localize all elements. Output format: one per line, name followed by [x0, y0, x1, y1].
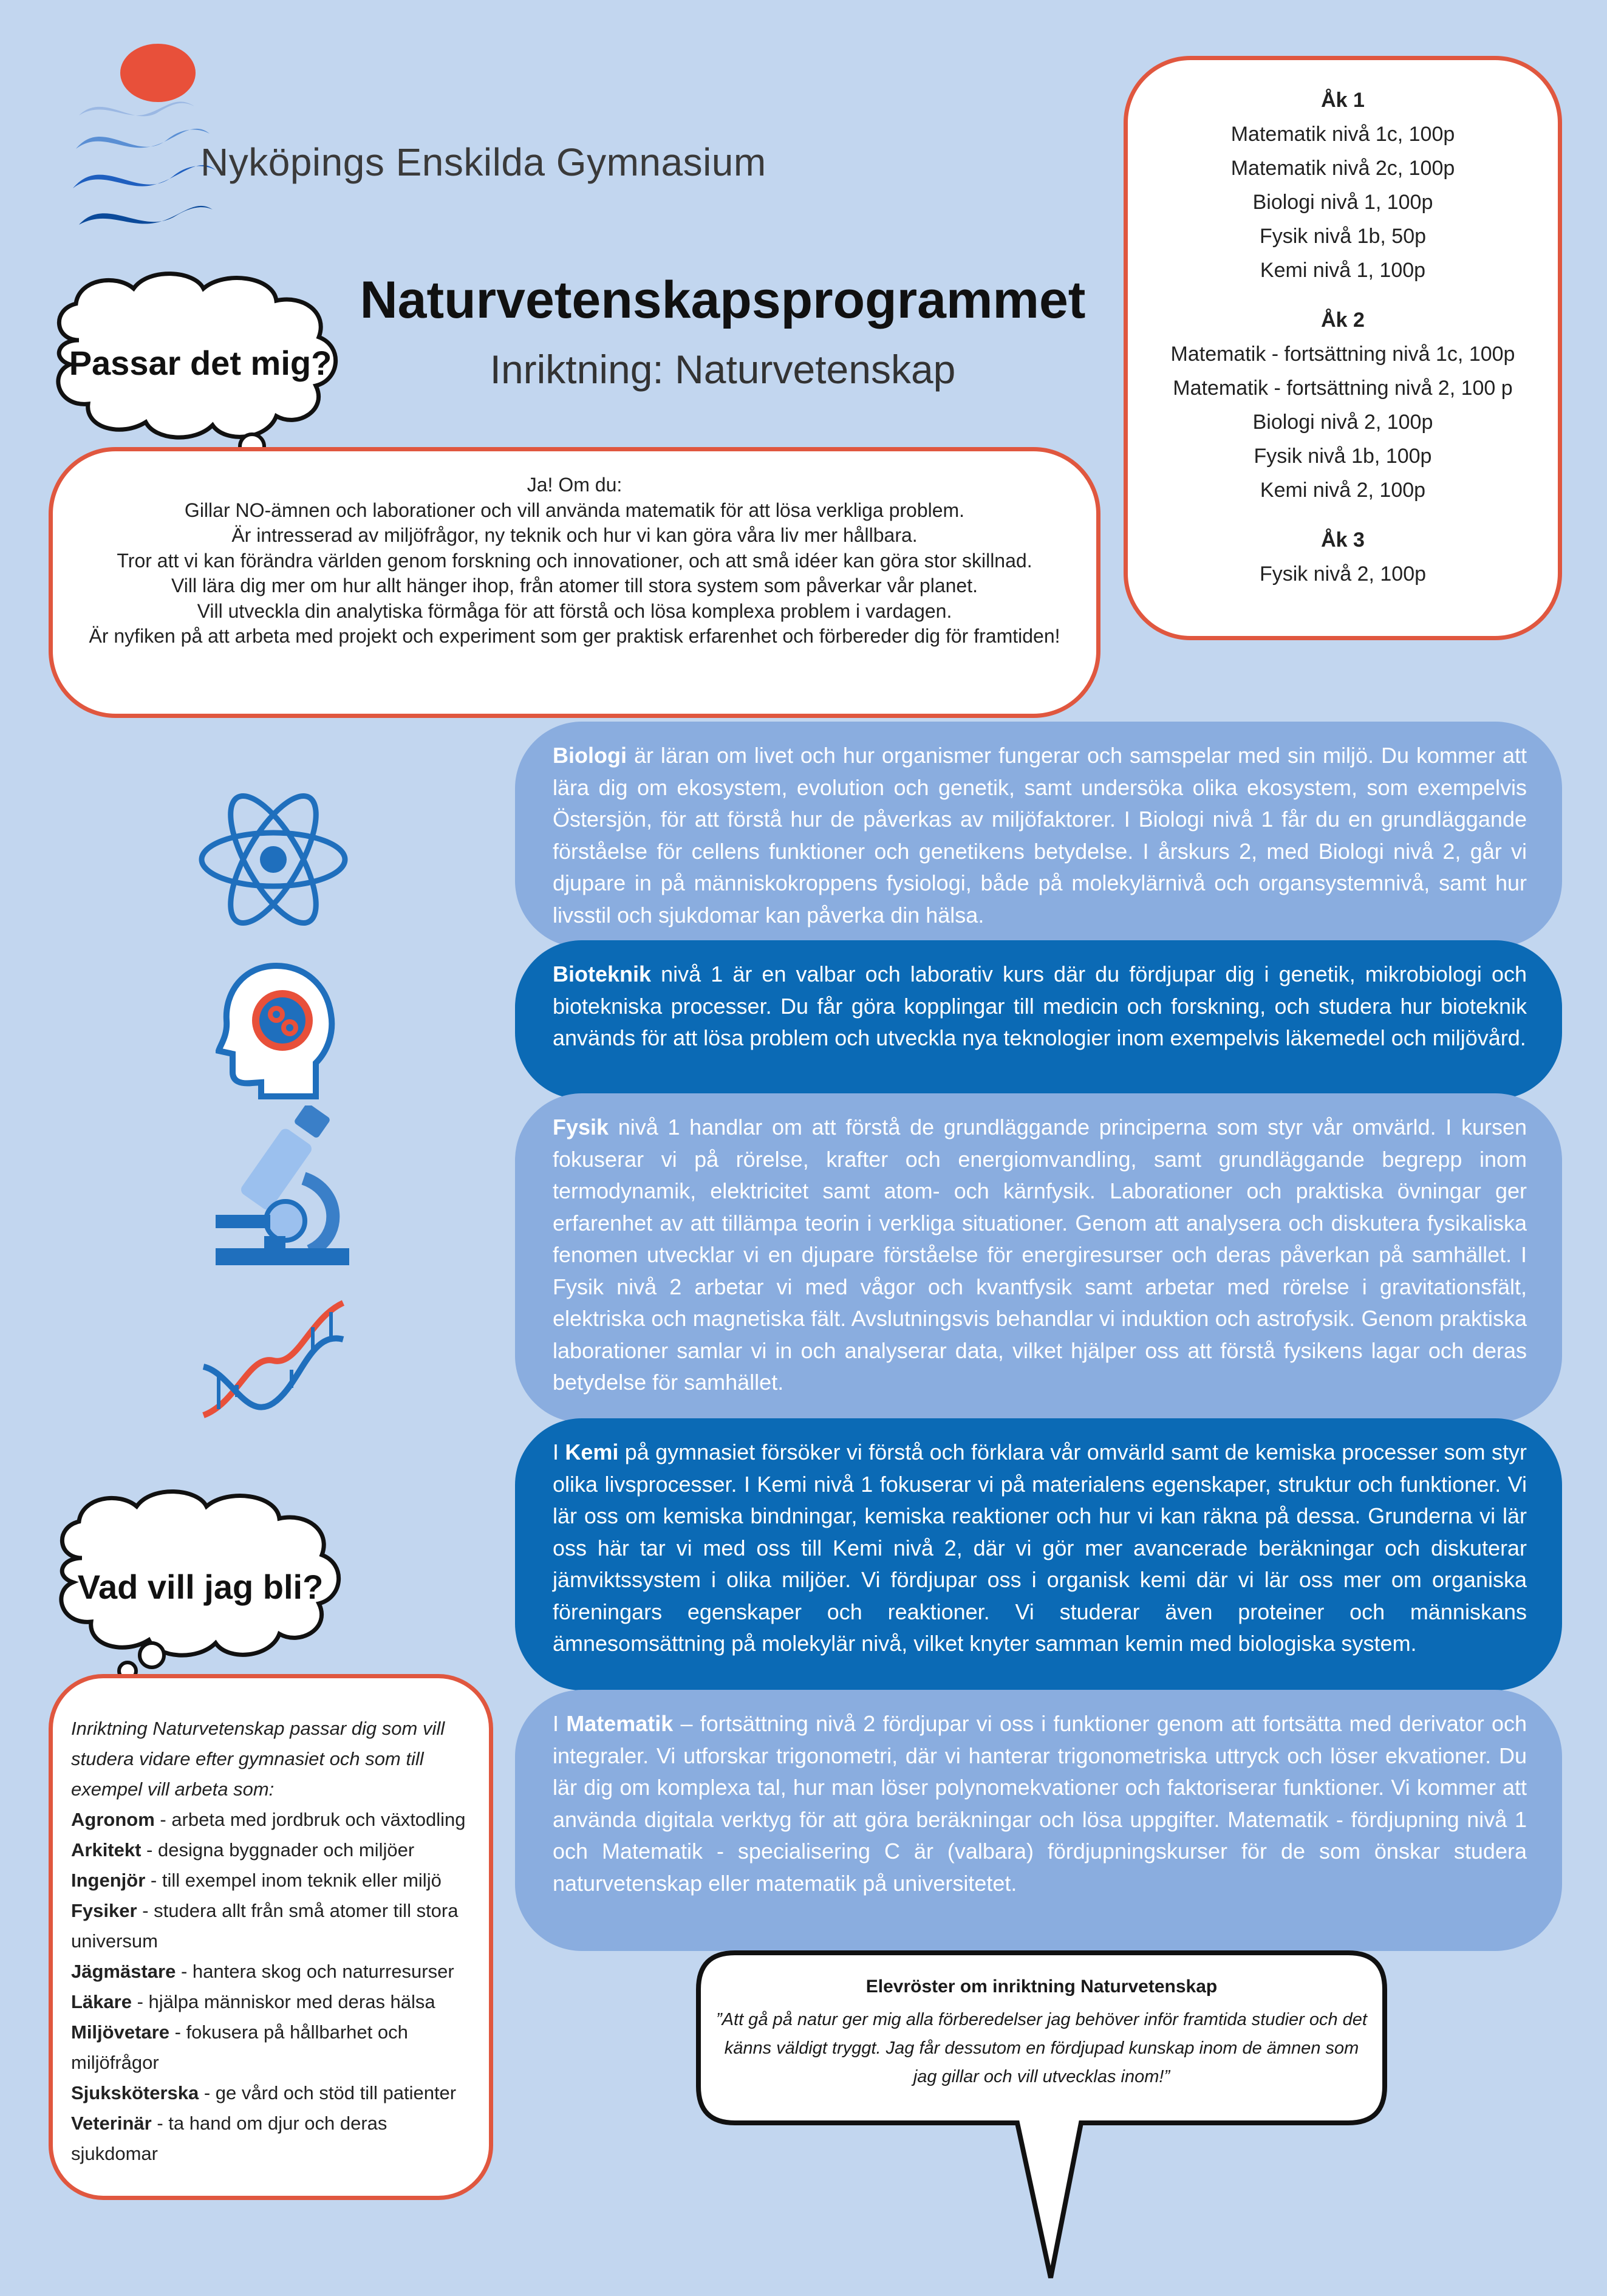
subject-biologi [515, 722, 1562, 948]
testimonial-title: Elevröster om inriktning Naturvetenskap [865, 1977, 1218, 1997]
course-item: Matematik nivå 1c, 100p [1230, 123, 1455, 146]
course-item: Fysik nivå 2, 100p [1259, 562, 1427, 586]
fits-line: Ja! Om du: [527, 474, 623, 496]
atom-icon [194, 784, 352, 935]
career-item [71, 1896, 471, 1956]
career-description: - designa byggnader och miljöer [141, 1839, 415, 1860]
subject-name: Matematik [566, 1711, 674, 1736]
career-description: - hjälpa människor med deras hälsa [131, 1991, 435, 2012]
testimonial [711, 1977, 1373, 2091]
page-title: Naturvetenskapsprogrammet [360, 271, 1086, 329]
course-year-heading: Åk 2 [1321, 309, 1365, 332]
career-item [71, 1805, 471, 1835]
microscope-icon [213, 1105, 358, 1269]
subject-name: Bioteknik [553, 962, 652, 986]
fits-line: Gillar NO-ämnen och laborationer och vill använda matematik för att lösa verkliga problem. [184, 499, 965, 521]
dna-icon [194, 1294, 352, 1427]
career-title: Läkare [71, 1991, 132, 2012]
career-title: Jägmästare [71, 1961, 176, 1982]
career-description: - ta hand om djur och deras sjukdomar [71, 2113, 387, 2164]
course-item: Biologi nivå 2, 100p [1252, 411, 1433, 434]
course-year-heading: Åk 1 [1321, 89, 1365, 112]
course-item: Matematik nivå 2c, 100p [1230, 157, 1455, 180]
fits-line: Vill lära dig mer om hur allt hänger ihop, från atomer till stora system som påverkar vår planet. [171, 575, 978, 596]
subject-text: är läran om livet och hur organismer fungerar och samspelar med sin miljö. Du kommer att lära dig om ekosystem, evolution och genetik, samt undersöka olika ekosystem, som exempelvis Östersjön, för att förstå hur de påverkas av miljöfaktorer. I Biologi nivå 1 får du en grundläggande förståelse för cellens funktioner och genetikens betydelse. I årskurs 2, med Biologi nivå 2, går vi djupare in på människokroppens fysiologi, både på molekylärnivå och organsystemnivå, samt hur livsstil och sjukdomar kan påverka din hälsa. [553, 743, 1527, 928]
subject-prefix: I [553, 1440, 565, 1464]
career-item [71, 1956, 471, 1987]
career-item [71, 2017, 471, 2078]
course-item: Kemi nivå 2, 100p [1260, 479, 1426, 502]
career-title: Fysiker [71, 1900, 137, 1921]
career-description: - hantera skog och naturresurser [176, 1961, 454, 1982]
career-description: - arbeta med jordbruk och växtodling [154, 1809, 466, 1830]
career-title: Agronom [71, 1809, 155, 1830]
career-title: Sjuksköterska [71, 2082, 199, 2103]
subject-text: nivå 1 handlar om att förstå de grundläggande principerna som styr vår omvärld. I kursen fokuserar vi på rörelse, krafter och energiomvandling, samt grundläggande begrepp inom termodynamik, elektricitet samt atom- och kärnfysik. Laborationer och praktiska övningar ger erfarenhet av att tillämpa teorin i verkliga situationer. Genom att analysera och diskutera fysikaliska fenomen utvecklar vi en djupare förståelse för energiresurser och deras påverkan på samhället. I Fysik nivå 2 arbetar vi med vågor och kvantfysik samt arbetar med rörelse i gravitationsfält, elektriska och magnetiska fält. Avslutningsvis behandlar vi induktion och astrofysik. Genom praktiska laborationer samlar vi in och analyserar data, vilket hjälper oss att förstå fysikens lagar och deras betydelse för samhället. [553, 1115, 1527, 1395]
course-year-heading: Åk 3 [1321, 528, 1365, 552]
career-item [71, 2078, 471, 2108]
head-gears-icon [216, 960, 337, 1099]
career-title: Veterinär [71, 2113, 152, 2134]
subject-kemi [515, 1418, 1562, 1690]
career-description: - ge vård och stöd till patienter [199, 2082, 457, 2103]
fits-line: Vill utveckla din analytiska förmåga för att förstå och lösa komplexa problem i vardagen. [197, 600, 952, 622]
subject-prefix: I [553, 1711, 567, 1736]
career-item [71, 1835, 471, 1865]
course-item: Biologi nivå 1, 100p [1252, 191, 1433, 214]
school-name: Nyköpings Enskilda Gymnasium [200, 140, 766, 184]
subject-text: nivå 1 är en valbar och laborativ kurs där du fördjupar dig i genetik, mikrobiologi och biotekniska processer. Du får göra kopplingar till medicin och forskning, och studera hur bioteknik används för att lösa problem och utveckla nya teknologier inom exempelvis läkemedel och miljövård. [553, 962, 1527, 1050]
fits-line: Tror att vi kan förändra världen genom forskning och innovationer, och att små idéer kan göra stor skillnad. [117, 549, 1032, 572]
school-logo [67, 43, 796, 249]
career-item [71, 1987, 471, 2017]
subject-matematik [515, 1690, 1562, 1951]
testimonial-quote: ”Att gå på natur ger mig alla förberedelser jag behöver inför framtida studier och det känns väldigt tryggt. Jag får dessutom en fördjupad kunskap inom de ämnen som jag gillar och vill utvecklas inom!” [716, 2010, 1367, 2086]
career-list [71, 1805, 471, 2169]
career-title: Ingenjör [71, 1870, 146, 1891]
career-description: - till exempel inom teknik eller miljö [145, 1870, 442, 1891]
course-list [1124, 56, 1562, 640]
subject-name: Fysik [553, 1115, 609, 1139]
subject-fysik [515, 1093, 1562, 1423]
career-item [71, 2108, 471, 2169]
career-title: Arkitekt [71, 1839, 142, 1860]
subject-text: – fortsättning nivå 2 fördjupar vi oss i funktioner genom att fortsätta med derivator och integraler. Vi utforskar trigonometri, där vi hanterar trigonometriska uttryck och löser ekvationer. Du lär dig om komplexa tal, hur man löser polynomekvationer och faktoriserar funktioner. Vi kommer att använda digitala verktyg för att göra beräkningar och lösa uppgifter. Matematik - fördjupning nivå 1 och Matematik - specialisering C är (valbara) fördjupningskurser för de som önskar studera naturvetenskap eller matematik på universitetet. [553, 1711, 1527, 1896]
fits-box [49, 447, 1100, 718]
career-intro: Inriktning Naturvetenskap passar dig som vill studera vidare efter gymnasiet och som till exempel vill arbeta som: [71, 1718, 445, 1800]
career-question: Vad vill jag bli? [77, 1568, 324, 1606]
page-subtitle: Inriktning: Naturvetenskap [490, 347, 956, 392]
course-item: Fysik nivå 1b, 100p [1254, 445, 1432, 468]
career-description: - fokusera på hållbarhet och miljöfrågor [71, 2021, 408, 2073]
career-item [71, 1865, 471, 1896]
career-box [49, 1674, 493, 2200]
course-item: Matematik - fortsättning nivå 2, 100 p [1173, 377, 1513, 400]
fits-line: Är intresserad av miljöfrågor, ny teknik och hur vi kan göra våra liv mer hållbara. [231, 524, 918, 546]
course-item: Fysik nivå 1b, 50p [1259, 225, 1427, 248]
subject-name: Biologi [553, 743, 627, 768]
career-title: Miljövetare [71, 2021, 169, 2043]
course-item: Matematik - fortsättning nivå 1c, 100p [1170, 343, 1515, 366]
fits-line: Är nyfiken på att arbeta med projekt och experiment som ger praktisk erfarenhet och förbereder dig för framtiden! [89, 625, 1060, 647]
career-description: - studera allt från små atomer till stora universum [71, 1900, 459, 1952]
subject-text: på gymnasiet försöker vi förstå och förklara vår omvärld samt de kemiska processer som styr olika livsprocesser. I Kemi nivå 1 fokuserar vi på materialens egenskaper, struktur och funktioner. Vi lär oss om kemiska bindningar, kemiska reaktioner och hur vi kan räkna på dessa. Grunderna vi lär oss här tar vi med oss till Kemi nivå 2, där vi gör mer avancerade beräkningar och diskuterar jämviktssystem i olika miljöer. Vi fördjupar oss i organisk kemi där vi lär oss mer om organiska föreningars egenskaper och reaktioner. Vi studerar även proteiner och människans ämnesomsättning på molekylär nivå, vilket knyter samman kemin med biologiska system. [553, 1440, 1527, 1656]
subject-bioteknik [515, 940, 1562, 1099]
subject-name: Kemi [565, 1440, 619, 1464]
course-item: Kemi nivå 1, 100p [1260, 259, 1426, 282]
fits-question: Passar det mig? [69, 344, 332, 382]
